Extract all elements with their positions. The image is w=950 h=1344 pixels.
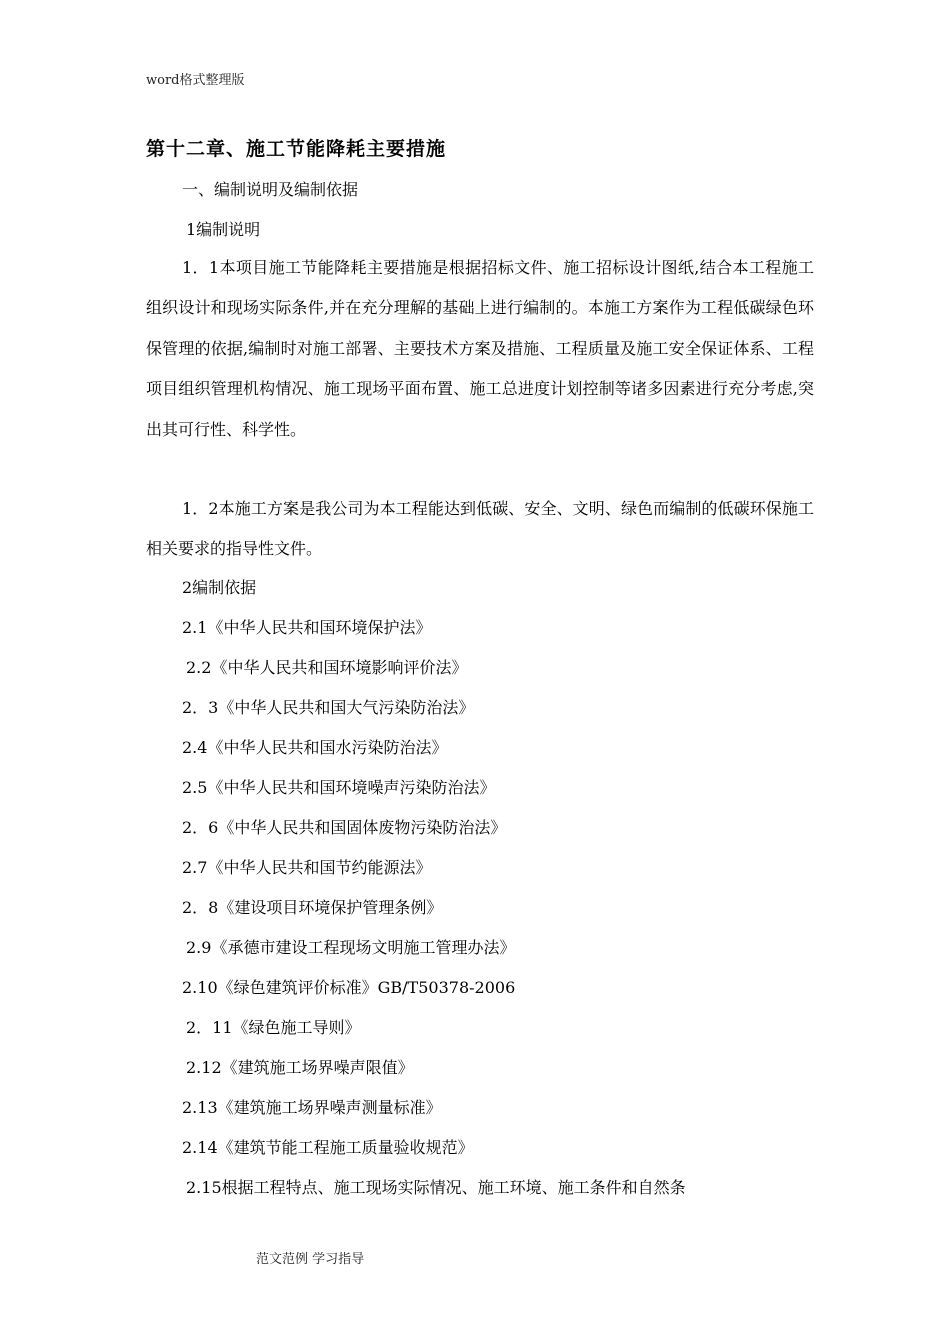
section-heading: 一、编制说明及编制依据 [182, 180, 359, 199]
basis-item: 2.14《建筑节能工程施工质量验收规范》 [182, 1138, 474, 1157]
page-footer: 范文范例 学习指导 [256, 1252, 365, 1267]
basis-item: 2.12《建筑施工场界噪声限值》 [186, 1058, 414, 1077]
basis-item: 2.4《中华人民共和国水污染防治法》 [182, 738, 448, 757]
subsection-heading-2: 2编制依据 [182, 578, 257, 597]
subsection-heading-1: 1编制说明 [186, 220, 261, 239]
basis-item: 2．11《绿色施工导则》 [186, 1018, 361, 1037]
basis-item: 2．8《建设项目环境保护管理条例》 [182, 898, 443, 917]
basis-item: 2.7《中华人民共和国节约能源法》 [182, 858, 432, 877]
basis-item: 2．3《中华人民共和国大气污染防治法》 [182, 698, 475, 717]
paragraph-1-2: 1．2本施工方案是我公司为本工程能达到低碳、安全、文明、绿色而编制的低碳环保施工相关要求的指导性文件。 [146, 499, 814, 559]
paragraph-1-1: 1．1本项目施工节能降耗主要措施是根据招标文件、施工招标设计图纸,结合本工程施工组织设计和现场实际条件,并在充分理解的基础上进行编制的。本施工方案作为工程低碳绿色环保管理的依据,编制时对施工部署、主要技术方案及措施、工程质量及施工安全保证体系、工程项目组织管理机构情况、施工现场平面布置、施工总进度计划控制等诸多因素进行充分考虑,突出其可行性、科学性。 [146, 258, 814, 439]
basis-item: 2.15根据工程特点、施工现场实际情况、施工环境、施工条件和自然条 [186, 1178, 686, 1197]
basis-item: 2.5《中华人民共和国环境噪声污染防治法》 [182, 778, 496, 797]
basis-item: 2.10《绿色建筑评价标准》GB/T50378-2006 [182, 978, 516, 997]
page-header: word格式整理版 [146, 73, 245, 88]
basis-item: 2.2《中华人民共和国环境影响评价法》 [186, 658, 468, 677]
basis-item: 2.9《承德市建设工程现场文明施工管理办法》 [186, 938, 516, 957]
basis-item: 2．6《中华人民共和国固体废物污染防治法》 [182, 818, 507, 837]
chapter-title: 第十二章、施工节能降耗主要措施 [146, 138, 447, 160]
basis-item: 2.1《中华人民共和国环境保护法》 [182, 618, 432, 637]
basis-item: 2.13《建筑施工场界噪声测量标准》 [182, 1098, 442, 1117]
